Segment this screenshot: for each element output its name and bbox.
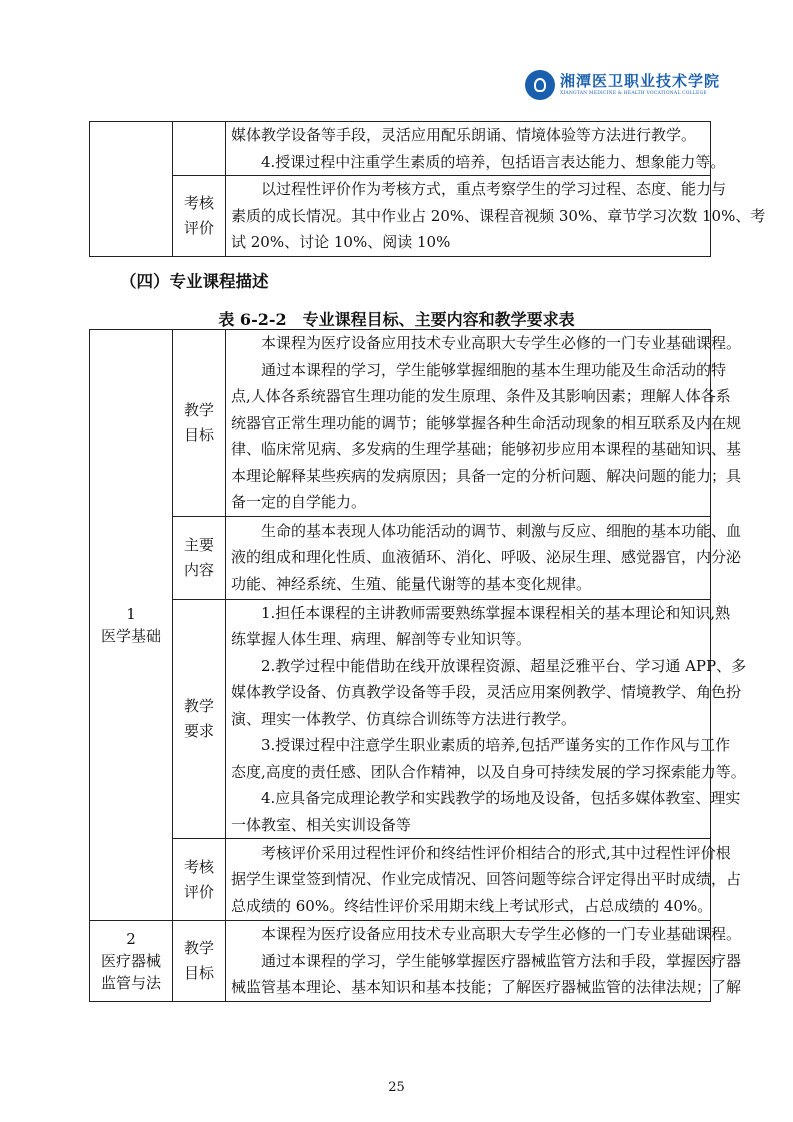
course-name: 医学基础 xyxy=(100,627,161,645)
row-label-cell xyxy=(173,176,226,257)
table-row xyxy=(90,176,711,257)
row-content-cell xyxy=(226,599,747,839)
page-number: 25 xyxy=(388,1080,405,1095)
row-label: 考核 xyxy=(183,857,214,876)
row-content-cell xyxy=(226,921,742,1002)
row-label-cell xyxy=(173,599,226,839)
paragraph-line: 据学生课堂签到情况、作业完成情况、回答问题等综合评定得出平时成绩，占 xyxy=(231,870,742,889)
course-number: 1 xyxy=(126,605,136,623)
row-content-cell xyxy=(226,122,726,176)
paragraph-line: 点,人体各系统器官生理功能的发生原理、条件及其影响因素；理解人体各系 xyxy=(231,387,731,405)
row-label: 考核 xyxy=(183,193,214,212)
table-caption: 表 6-2-2 专业课程目标、主要内容和教学要求表 xyxy=(218,310,575,329)
paragraph-line: 通过本课程的学习，学生能够掌握医疗器械监管方法和手段，掌握医疗器 xyxy=(261,951,742,970)
paragraph-line: 媒体教学设备等手段，灵活应用配乐朗诵、情境体验等方法进行教学。 xyxy=(231,126,697,144)
logo-chinese-name: 湘潭医卫职业技术学院 xyxy=(560,71,721,90)
paragraph-line: 功能、神经系统、生殖、能量代谢等的基本变化规律。 xyxy=(231,574,592,593)
row-label: 目标 xyxy=(183,425,214,444)
course-name: 医疗器械 xyxy=(100,951,161,970)
row-label: 评价 xyxy=(183,882,214,901)
paragraph-line: 以过程性评价作为考核方式，重点考察学生的学习过程、态度、能力与 xyxy=(261,180,727,198)
paragraph-line: 律、临床常见病、多发病的生理学基础；能够初步应用本课程的基础知识、基 xyxy=(231,440,742,458)
row-content-cell xyxy=(226,330,742,517)
course-description-table xyxy=(89,329,747,1002)
paragraph-line: 通过本课程的学习，学生能够掌握细胞的基本生理功能及生命活动的特 xyxy=(261,360,727,379)
course-number: 2 xyxy=(126,929,136,948)
paragraph-line: 态度,高度的责任感、团队合作精神，以及自身可持续发展的学习探索能力等。 xyxy=(231,762,746,781)
row-label-cell xyxy=(173,330,226,517)
table-row xyxy=(90,516,711,599)
table-row xyxy=(90,839,711,921)
paragraph-line: 1.担任本课程的主讲教师需要熟练掌握本课程相关的基本理论和知识,熟 xyxy=(261,603,731,622)
paragraph-line: 本课程为医疗设备应用技术专业高职大专学生必修的一门专业基础课程。 xyxy=(261,334,742,352)
paragraph-line: 本理论解释某些疾病的发病原因；具备一定的分析问题、解决问题的能力；具 xyxy=(231,466,742,485)
paragraph-line: 械监管基本理论、基本知识和基本技能；了解医疗器械监管的法律法规；了解 xyxy=(231,978,742,996)
row-label: 评价 xyxy=(183,218,214,237)
continued-course-table xyxy=(89,121,766,257)
college-emblem-icon xyxy=(525,70,555,100)
course-name: 监管与法 xyxy=(100,973,161,992)
row-content-cell xyxy=(226,176,766,257)
paragraph-line: 3.授课过程中注意学生职业素质的培养,包括严谨务实的工作作风与工作 xyxy=(261,736,731,754)
paragraph-line: 统器官正常生理功能的调节；能够掌握各种生命活动现象的相互联系及内在规 xyxy=(231,413,742,432)
table-row xyxy=(90,330,711,517)
course-name-cell xyxy=(90,921,173,1002)
paragraph-line: 一体教室、相关实训设备等 xyxy=(231,815,412,834)
paragraph-line: 试 20%、讨论 10%、阅读 10% xyxy=(231,233,451,251)
paragraph-line: 本课程为医疗设备应用技术专业高职大专学生必修的一门专业基础课程。 xyxy=(261,925,742,943)
paragraph-line: 生命的基本表现人体功能活动的调节、刺激与反应、细胞的基本功能、血 xyxy=(261,521,742,540)
paragraph-line: 素质的成长情况。其中作业占 20%、课程音视频 30%、章节学习次数 10%、考 xyxy=(231,206,766,225)
paragraph-line: 媒体教学设备、仿真教学设备等手段，灵活应用案例教学、情境教学、角色扮 xyxy=(231,683,742,701)
logo-english-name: XIANGTAN MEDICINE & HEALTH VOCATIONAL COLLEGE xyxy=(560,90,707,96)
row-content-cell xyxy=(226,516,742,599)
college-logo xyxy=(525,70,720,100)
paragraph-line: 练掌握人体生理、病理、解剖等专业知识等。 xyxy=(231,630,532,648)
row-label: 主要 xyxy=(183,535,214,554)
row-label: 目标 xyxy=(183,963,214,982)
table-row xyxy=(90,122,711,176)
row-label-cell xyxy=(173,839,226,921)
row-content-cell xyxy=(226,839,742,921)
paragraph-line: 演、理实一体教学、仿真综合训练等方法进行教学。 xyxy=(231,709,577,728)
row-label-cell xyxy=(173,122,226,176)
row-label-cell xyxy=(173,921,226,1002)
paragraph-line: 备一定的自学能力。 xyxy=(231,493,367,511)
section-heading: （四）专业课程描述 xyxy=(120,272,269,291)
row-label: 内容 xyxy=(183,560,214,579)
row-label: 教学 xyxy=(183,696,214,715)
row-label-cell xyxy=(173,516,226,599)
paragraph-line: 总成绩的 60%。终结性评价采用期末线上考试形式，占总成绩的 40%。 xyxy=(231,896,713,915)
paragraph-line: 2.教学过程中能借助在线开放课程资源、超星泛雅平台、学习通 APP、多 xyxy=(261,656,747,675)
paragraph-line: 4.授课过程中注重学生素质的培养，包括语言表达能力、想象能力等。 xyxy=(261,152,726,171)
row-label: 教学 xyxy=(183,400,214,419)
table-row xyxy=(90,599,711,839)
paragraph-line: 考核评价采用过程性评价和终结性评价相结合的形式,其中过程性评价根 xyxy=(261,843,731,862)
paragraph-line: 4.应具备完成理论教学和实践教学的场地及设备，包括多媒体教室、理实 xyxy=(261,789,741,807)
row-label: 教学 xyxy=(183,938,214,957)
course-name-cell xyxy=(90,330,173,921)
table-row xyxy=(90,921,711,1002)
course-name-cell xyxy=(90,122,173,257)
row-label: 要求 xyxy=(183,721,214,740)
paragraph-line: 液的组成和理化性质、血液循环、消化、呼吸、泌尿生理、感觉器官，内分泌 xyxy=(231,548,742,567)
